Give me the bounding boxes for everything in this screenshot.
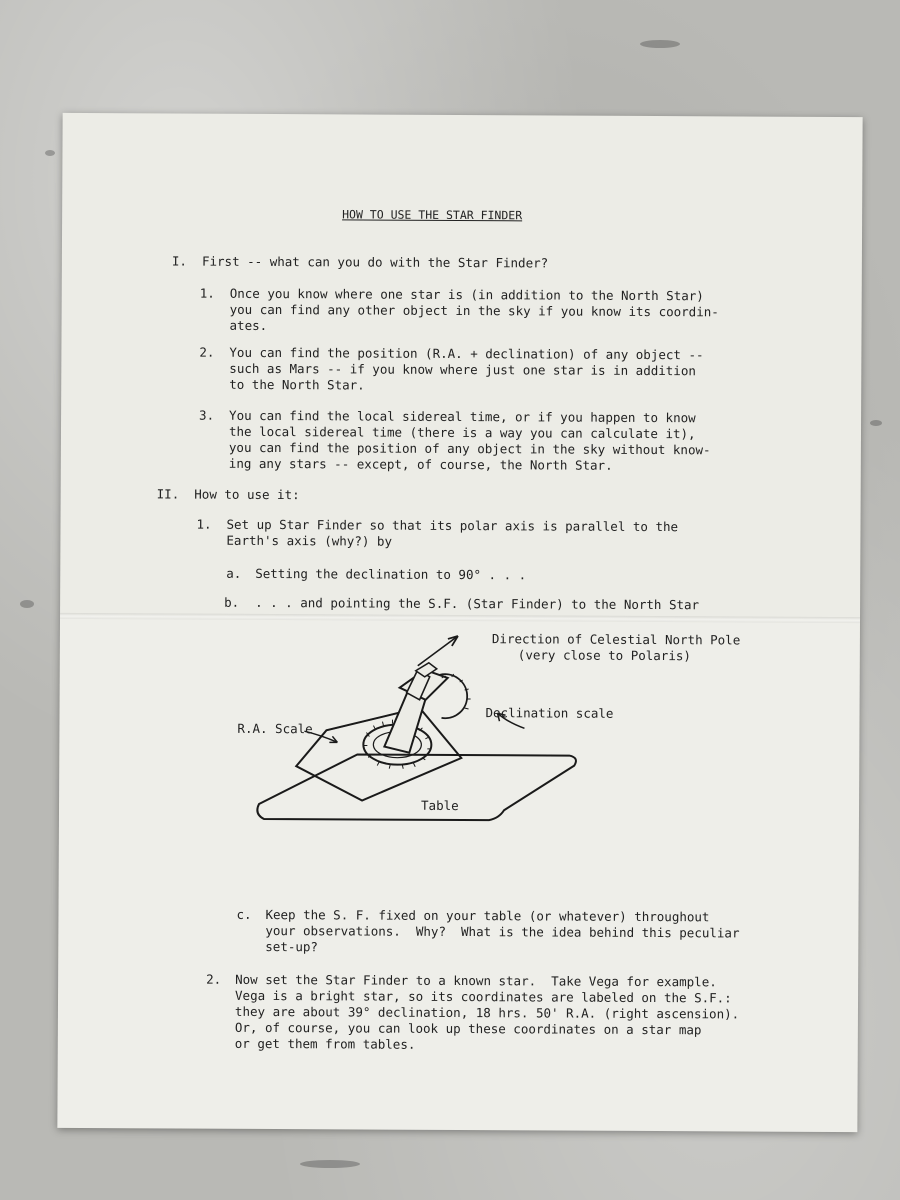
step-line: Set up Star Finder so that its polar axis is parallel to the	[226, 516, 679, 535]
table-outline	[257, 754, 576, 821]
section-1-heading: I. First -- what can you do with the Star Finder?	[171, 253, 549, 271]
diagram-label-pole: Direction of Celestial North Pole	[491, 631, 741, 648]
substep-text: . . . and pointing the S.F. (Star Finder) to the North Star	[255, 594, 700, 613]
marble-spot	[640, 40, 680, 48]
substep-letter: b.	[224, 594, 240, 610]
step-number: 1.	[196, 516, 212, 532]
item-line: such as Mars -- if you know where just one star is in addition	[229, 360, 696, 379]
document-page	[57, 113, 862, 1132]
step-line: Vega is a bright star, so its coordinates are labeled on the S.F.:	[235, 987, 732, 1006]
polar-axis-arm	[384, 692, 425, 753]
item-line: to the North Star.	[229, 376, 365, 393]
item-line: You can find the local sidereal time, or if you happen to know	[229, 407, 696, 426]
item-line: the local sidereal time (there is a way you can calculate it),	[228, 423, 696, 442]
diagram-label-declination: Declination scale	[485, 705, 614, 721]
substep-text: Setting the declination to 90° . . .	[255, 565, 527, 583]
substep-letter: c.	[236, 906, 252, 922]
item-line: you can find any other object in the sky if you know its coordin-	[229, 301, 719, 320]
marble-spot	[45, 150, 55, 156]
item-line: ing any stars -- except, of course, the North Star.	[228, 455, 613, 473]
diagram-label-table: Table	[421, 797, 459, 813]
step-line: or get them from tables.	[234, 1035, 416, 1052]
step-number: 2.	[206, 971, 222, 987]
diagram-label-ra: R.A. Scale	[237, 720, 313, 737]
item-line: ates.	[229, 317, 268, 333]
page-title: HOW TO USE THE STAR FINDER	[342, 207, 523, 223]
diagram-label-pole-note: (very close to Polaris)	[517, 647, 691, 664]
marble-spot	[300, 1160, 360, 1168]
step-line: Earth's axis (why?) by	[226, 532, 393, 549]
step-line: Or, of course, you can look up these coordinates on a star map	[234, 1019, 702, 1038]
item-number: 2.	[199, 344, 215, 360]
step-line: they are about 39° declination, 18 hrs. 50' R.A. (right ascension).	[234, 1003, 740, 1022]
substep-line: your observations. Why? What is the idea behind this peculiar	[265, 922, 740, 941]
marble-spot	[870, 420, 882, 426]
item-number: 3.	[199, 407, 215, 423]
marble-spot	[20, 600, 34, 608]
item-line: Once you know where one star is (in addition to the North Star)	[229, 285, 704, 304]
substep-line: Keep the S. F. fixed on your table (or whatever) throughout	[265, 906, 710, 925]
substep-letter: a.	[226, 565, 242, 581]
item-number: 1.	[199, 285, 215, 301]
pole-direction-arrow	[418, 636, 458, 666]
section-2-heading: II. How to use it:	[156, 486, 300, 503]
substep-line: set-up?	[265, 938, 319, 955]
item-line: you can find the position of any object in the sky without know-	[228, 439, 711, 458]
item-line: You can find the position (R.A. + declination) of any object --	[229, 344, 704, 363]
step-line: Now set the Star Finder to a known star. Take Vega for example.	[235, 971, 717, 990]
